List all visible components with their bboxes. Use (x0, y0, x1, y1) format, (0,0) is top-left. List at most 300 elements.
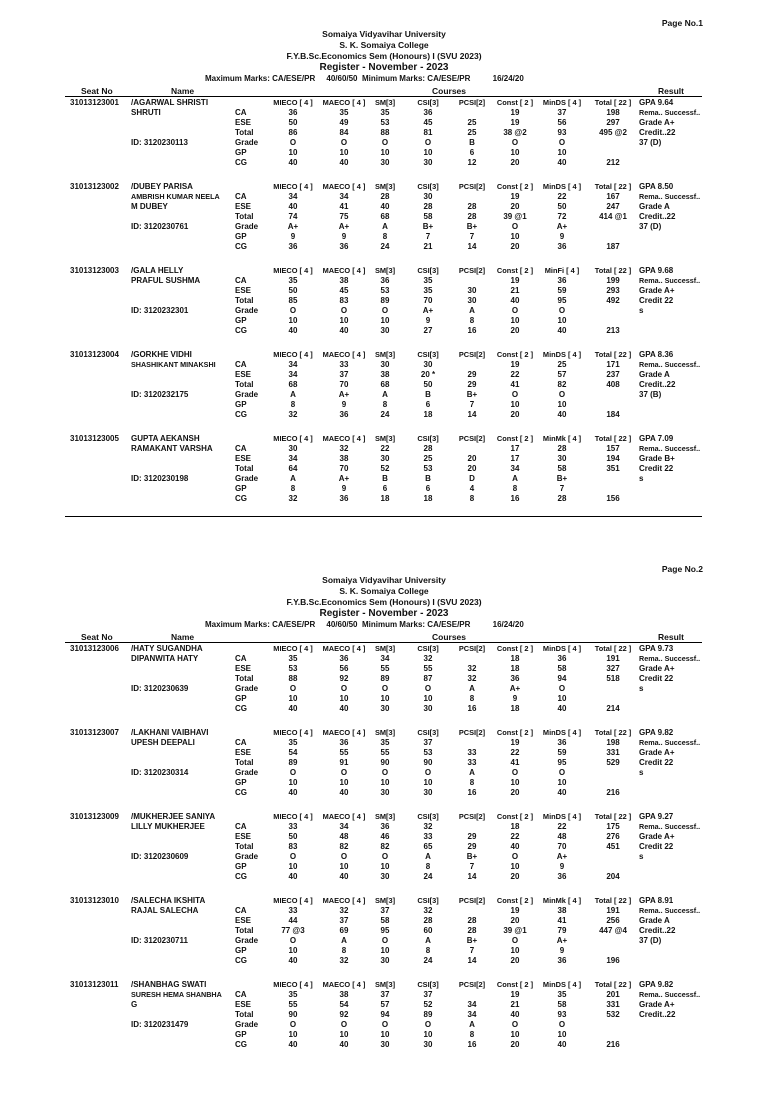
mark-cell: 32 (339, 906, 349, 915)
mark-cell: 32 (288, 494, 298, 503)
mark-cell: 34 (339, 822, 349, 831)
marks-line: Maximum Marks: CA/ESE/PR 40/60/50 Minimum Marks: CA/ESE/PR 16/24/20 (205, 620, 524, 629)
student-id: ID: 3120230609 (131, 852, 189, 861)
mark-cell: 9 (341, 484, 347, 493)
result-line: Rema.. Successf.. (639, 276, 701, 285)
mark-cell: 35 (288, 654, 298, 663)
course-header: Const [ 2 ] (496, 896, 534, 905)
mark-cell: 10 (423, 148, 433, 157)
mark-cell: 53 (288, 664, 298, 673)
course-header: MIECO [ 4 ] (273, 812, 313, 821)
mark-cell: 30 (288, 444, 298, 453)
mark-cell: 529 (606, 758, 620, 767)
mark-cell: 53 (423, 464, 433, 473)
mark-cell: A+ (422, 306, 434, 315)
course-header: CSI[3] (417, 98, 439, 107)
mark-cell: 10 (423, 778, 433, 787)
mark-cell: 17 (510, 454, 520, 463)
mark-cell: O (381, 852, 389, 861)
mark-cell: 40 (288, 788, 298, 797)
mark-cell: 24 (380, 242, 390, 251)
mark-cell: 21 (510, 1000, 520, 1009)
mark-cell: 17 (510, 444, 520, 453)
row-label: CG (235, 410, 247, 419)
course-header: MinFi [ 4 ] (544, 266, 580, 275)
mark-cell: 18 (510, 664, 520, 673)
row-label: Grade (235, 474, 259, 483)
mark-cell: 39 @1 (503, 212, 527, 221)
mark-cell: 408 (606, 380, 620, 389)
mark-cell: O (558, 1020, 566, 1029)
mark-cell: 38 (557, 906, 567, 915)
mark-cell: 10 (510, 148, 520, 157)
student-id: ID: 3120232301 (131, 306, 189, 315)
mark-cell: 87 (423, 674, 433, 683)
mark-cell: 20 (467, 454, 477, 463)
seat-number: 31013123003 (70, 266, 119, 275)
mark-cell: 518 (606, 674, 620, 683)
result-line: Rema.. Successf.. (639, 192, 701, 201)
row-label: GP (235, 148, 247, 157)
mark-cell: 6 (469, 148, 475, 157)
mark-cell: O (511, 1020, 519, 1029)
course-header: Const [ 2 ] (496, 980, 534, 989)
course-header: MinDS [ 4 ] (542, 98, 582, 107)
course-header: MIECO [ 4 ] (273, 644, 313, 653)
mark-cell: 30 (380, 704, 390, 713)
page-end-rule (65, 516, 702, 517)
row-label: Total (235, 464, 254, 473)
mark-cell: 10 (380, 778, 390, 787)
student-name-line2: AMBRISH KUMAR NEELA (131, 192, 220, 201)
mark-cell: 32 (339, 444, 349, 453)
mark-cell: 90 (380, 758, 390, 767)
mark-cell: 40 (380, 202, 390, 211)
mark-cell: A (425, 852, 431, 861)
result-line: s (639, 474, 644, 483)
mark-cell: 22 (380, 444, 390, 453)
mark-cell: 33 (339, 360, 349, 369)
mark-cell: 8 (290, 400, 296, 409)
mark-cell: 30 (557, 454, 567, 463)
mark-cell: B+ (466, 936, 478, 945)
course-header: Total [ 22 ] (594, 728, 632, 737)
result-line: Grade A (639, 202, 670, 211)
course-header: CSI[3] (417, 182, 439, 191)
mark-cell: A (469, 684, 475, 693)
mark-cell: 9 (341, 232, 347, 241)
mark-cell: 167 (606, 192, 620, 201)
mark-cell: 50 (557, 202, 567, 211)
mark-cell: 53 (380, 286, 390, 295)
mark-cell: 60 (423, 926, 433, 935)
mark-cell: A (341, 936, 347, 945)
mark-cell: 14 (467, 410, 477, 419)
student-name-line2: LILLY MUKHERJEE (131, 822, 205, 831)
mark-cell: 30 (380, 326, 390, 335)
row-label: GP (235, 778, 247, 787)
mark-cell: 20 (510, 956, 520, 965)
mark-cell: 37 (557, 108, 567, 117)
mark-cell: 40 (339, 704, 349, 713)
mark-cell: 28 (467, 212, 477, 221)
mark-cell: O (381, 1020, 389, 1029)
mark-cell: 22 (557, 192, 567, 201)
course-header: Const [ 2 ] (496, 98, 534, 107)
mark-cell: B (469, 138, 475, 147)
mark-cell: 36 (339, 410, 349, 419)
row-label: CG (235, 704, 247, 713)
mark-cell: 46 (380, 832, 390, 841)
mark-cell: 16 (467, 1040, 477, 1049)
mark-cell: B+ (556, 474, 568, 483)
mark-cell: 55 (423, 664, 433, 673)
mark-cell: A (469, 768, 475, 777)
row-label: GP (235, 694, 247, 703)
mark-cell: 34 (288, 192, 298, 201)
course-header: Total [ 22 ] (594, 98, 632, 107)
mark-cell: 22 (510, 370, 520, 379)
result-line: GPA 7.09 (639, 434, 674, 443)
table-header (65, 632, 702, 643)
mark-cell: A (425, 936, 431, 945)
mark-cell: 34 (339, 192, 349, 201)
mark-cell: 36 (339, 242, 349, 251)
row-label: Grade (235, 936, 259, 945)
course-header: MinMk [ 4 ] (542, 434, 582, 443)
row-label: Grade (235, 768, 259, 777)
result-line: s (639, 684, 644, 693)
mark-cell: 18 (423, 410, 433, 419)
course-header: PCSI[2] (458, 896, 486, 905)
col-result: Result (658, 86, 684, 96)
mark-cell: 16 (510, 494, 520, 503)
mark-cell: 25 (467, 118, 477, 127)
course-header: MIECO [ 4 ] (273, 728, 313, 737)
course-header: SM[3] (374, 434, 396, 443)
result-line: Credit 22 (639, 464, 674, 473)
row-label: CA (235, 738, 247, 747)
course-header: MIECO [ 4 ] (273, 980, 313, 989)
mark-cell: 8 (469, 1030, 475, 1039)
table-header (65, 86, 702, 97)
seat-number: 31013123007 (70, 728, 119, 737)
mark-cell: 57 (380, 1000, 390, 1009)
mark-cell: A (290, 474, 296, 483)
row-label: Grade (235, 1020, 259, 1029)
mark-cell: 36 (339, 494, 349, 503)
mark-cell: 25 (423, 454, 433, 463)
result-line: GPA 9.27 (639, 812, 674, 821)
row-label: CG (235, 158, 247, 167)
result-line: Grade A+ (639, 286, 675, 295)
course-header: SM[3] (374, 980, 396, 989)
mark-cell: 24 (423, 872, 433, 881)
mark-cell: 40 (288, 704, 298, 713)
mark-cell: 30 (380, 872, 390, 881)
mark-cell: B (382, 474, 388, 483)
mark-cell: 9 (559, 862, 565, 871)
result-line: GPA 8.91 (639, 896, 674, 905)
mark-cell: 19 (510, 108, 520, 117)
mark-cell: 37 (339, 916, 349, 925)
mark-cell: 59 (557, 286, 567, 295)
mark-cell: 95 (557, 758, 567, 767)
student-record (0, 728, 768, 812)
result-line: 37 (D) (639, 222, 662, 231)
mark-cell: O (381, 306, 389, 315)
mark-cell: 95 (380, 926, 390, 935)
mark-cell: 20 (510, 872, 520, 881)
mark-cell: 58 (423, 212, 433, 221)
mark-cell: 95 (557, 296, 567, 305)
mark-cell: O (424, 768, 432, 777)
mark-cell: O (340, 1020, 348, 1029)
mark-cell: 214 (606, 704, 620, 713)
mark-cell: A (382, 390, 388, 399)
mark-cell: 10 (380, 316, 390, 325)
mark-cell: 16 (467, 704, 477, 713)
mark-cell: A+ (338, 474, 350, 483)
mark-cell: 20 (510, 202, 520, 211)
mark-cell: 39 @1 (503, 926, 527, 935)
mark-cell: 10 (557, 694, 567, 703)
mark-cell: 56 (339, 664, 349, 673)
mark-cell: 8 (290, 484, 296, 493)
mark-cell: 36 (510, 674, 520, 683)
mark-cell: 331 (606, 1000, 620, 1009)
result-line: Rema.. Successf.. (639, 444, 701, 453)
mark-cell: 297 (606, 118, 620, 127)
row-label: CG (235, 872, 247, 881)
mark-cell: A (512, 474, 518, 483)
mark-cell: 22 (510, 748, 520, 757)
page-header (0, 575, 768, 619)
mark-cell: 331 (606, 748, 620, 757)
mark-cell: 16 (467, 788, 477, 797)
result-line: Grade A+ (639, 1000, 675, 1009)
mark-cell: 30 (380, 1040, 390, 1049)
mark-cell: 44 (288, 916, 298, 925)
mark-cell: A (290, 390, 296, 399)
mark-cell: A (382, 222, 388, 231)
mark-cell: 8 (469, 694, 475, 703)
mark-cell: 28 (380, 192, 390, 201)
mark-cell: A (469, 1020, 475, 1029)
mark-cell: 19 (510, 906, 520, 915)
register-title: Register - November - 2023 (319, 62, 449, 73)
mark-cell: 216 (606, 1040, 620, 1049)
mark-cell: O (511, 222, 519, 231)
student-record (0, 266, 768, 350)
mark-cell: 33 (467, 758, 477, 767)
mark-cell: 30 (380, 788, 390, 797)
row-label: Total (235, 380, 254, 389)
course-header: Total [ 22 ] (594, 350, 632, 359)
mark-cell: 53 (423, 748, 433, 757)
result-line: 37 (B) (639, 390, 662, 399)
mark-cell: 64 (288, 464, 298, 473)
mark-cell: O (340, 306, 348, 315)
mark-cell: 10 (380, 148, 390, 157)
mark-cell: 50 (423, 380, 433, 389)
mark-cell: 77 @3 (281, 926, 305, 935)
mark-cell: 40 (339, 158, 349, 167)
mark-cell: 10 (510, 400, 520, 409)
mark-cell: 27 (423, 326, 433, 335)
mark-cell: 8 (382, 232, 388, 241)
mark-cell: 38 (339, 990, 349, 999)
mark-cell: 216 (606, 788, 620, 797)
result-line: 37 (D) (639, 138, 662, 147)
mark-cell: 57 (557, 370, 567, 379)
mark-cell: 191 (606, 654, 620, 663)
course-header: Total [ 22 ] (594, 434, 632, 443)
mark-cell: A+ (287, 222, 299, 231)
course-header: MAECO [ 4 ] (322, 812, 366, 821)
mark-cell: 35 (423, 276, 433, 285)
mark-cell: 41 (510, 758, 520, 767)
mark-cell: 32 (467, 664, 477, 673)
mark-cell: 54 (339, 1000, 349, 1009)
mark-cell: 4 (469, 484, 475, 493)
mark-cell: 33 (288, 822, 298, 831)
course-header: MIECO [ 4 ] (273, 98, 313, 107)
mark-cell: 9 (290, 232, 296, 241)
student-record (0, 434, 768, 518)
result-line: Credit..22 (639, 212, 676, 221)
course-header: CSI[3] (417, 266, 439, 275)
mark-cell: 451 (606, 842, 620, 851)
row-label: CG (235, 788, 247, 797)
row-label: GP (235, 400, 247, 409)
mark-cell: O (381, 768, 389, 777)
mark-cell: 191 (606, 906, 620, 915)
mark-cell: 10 (510, 862, 520, 871)
mark-cell: 45 (423, 118, 433, 127)
seat-number: 31013123001 (70, 98, 119, 107)
mark-cell: A+ (509, 684, 521, 693)
row-label: Total (235, 212, 254, 221)
mark-cell: O (511, 936, 519, 945)
course-header: Const [ 2 ] (496, 812, 534, 821)
result-line: Grade A+ (639, 832, 675, 841)
mark-cell: 70 (557, 842, 567, 851)
mark-cell: 36 (288, 108, 298, 117)
course-header: MAECO [ 4 ] (322, 350, 366, 359)
student-name: /MUKHERJEE SANIYA (131, 812, 216, 821)
mark-cell: 93 (557, 128, 567, 137)
course-header: CSI[3] (417, 350, 439, 359)
course-header: MIECO [ 4 ] (273, 266, 313, 275)
result-line: GPA 9.82 (639, 728, 674, 737)
mark-cell: 58 (557, 1000, 567, 1009)
result-line: Credit..22 (639, 926, 676, 935)
mark-cell: 19 (510, 192, 520, 201)
col-seat-no: Seat No (81, 86, 113, 96)
mark-cell: A+ (556, 222, 568, 231)
mark-cell: 32 (423, 822, 433, 831)
mark-cell: 35 (288, 276, 298, 285)
row-label: ESE (235, 916, 252, 925)
mark-cell: 58 (557, 664, 567, 673)
mark-cell: 30 (467, 296, 477, 305)
col-seat-no: Seat No (81, 632, 113, 642)
university-name: Somaiya Vidyavihar University (322, 29, 446, 39)
course-header: MinDS [ 4 ] (542, 812, 582, 821)
course-header: SM[3] (374, 350, 396, 359)
row-label: GP (235, 946, 247, 955)
mark-cell: 6 (425, 400, 431, 409)
mark-cell: 20 (510, 788, 520, 797)
mark-cell: 32 (423, 654, 433, 663)
row-label: Grade (235, 684, 259, 693)
mark-cell: 82 (557, 380, 567, 389)
result-line: Grade A+ (639, 664, 675, 673)
mark-cell: 92 (339, 674, 349, 683)
student-name-line2: UPESH DEEPALI (131, 738, 195, 747)
mark-cell: O (511, 306, 519, 315)
result-line: GPA 9.68 (639, 266, 674, 275)
student-record (0, 182, 768, 266)
mark-cell: 10 (380, 862, 390, 871)
mark-cell: 36 (557, 738, 567, 747)
course-header: MIECO [ 4 ] (273, 182, 313, 191)
mark-cell: 35 (423, 286, 433, 295)
mark-cell: 38 @2 (503, 128, 527, 137)
mark-cell: 157 (606, 444, 620, 453)
result-line: Grade A (639, 916, 670, 925)
mark-cell: 33 (423, 832, 433, 841)
mark-cell: 201 (606, 990, 620, 999)
mark-cell: 40 (557, 158, 567, 167)
mark-cell: 20 (510, 242, 520, 251)
student-name-line2: SHASHIKANT MINAKSHI (131, 360, 216, 369)
mark-cell: 30 (380, 454, 390, 463)
mark-cell: O (289, 936, 297, 945)
mark-cell: 10 (339, 862, 349, 871)
mark-cell: 30 (467, 286, 477, 295)
mark-cell: O (289, 768, 297, 777)
result-line: Grade A+ (639, 748, 675, 757)
mark-cell: 10 (380, 694, 390, 703)
mark-cell: A+ (556, 852, 568, 861)
mark-cell: 18 (380, 494, 390, 503)
row-label: CG (235, 1040, 247, 1049)
row-label: GP (235, 1030, 247, 1039)
mark-cell: 25 (467, 128, 477, 137)
row-label: ESE (235, 286, 252, 295)
mark-cell: 18 (423, 494, 433, 503)
mark-cell: B (425, 474, 431, 483)
mark-cell: 40 (510, 842, 520, 851)
mark-cell: 28 (423, 916, 433, 925)
course-header: MAECO [ 4 ] (322, 728, 366, 737)
mark-cell: 30 (423, 788, 433, 797)
mark-cell: 213 (606, 326, 620, 335)
mark-cell: 492 (606, 296, 620, 305)
course-header: CSI[3] (417, 980, 439, 989)
mark-cell: 18 (510, 654, 520, 663)
mark-cell: 34 (288, 370, 298, 379)
mark-cell: 36 (380, 822, 390, 831)
mark-cell: 40 (510, 296, 520, 305)
mark-cell: 69 (339, 926, 349, 935)
mark-cell: 28 (557, 444, 567, 453)
mark-cell: 8 (425, 946, 431, 955)
student-id: ID: 3120231479 (131, 1020, 189, 1029)
mark-cell: 293 (606, 286, 620, 295)
